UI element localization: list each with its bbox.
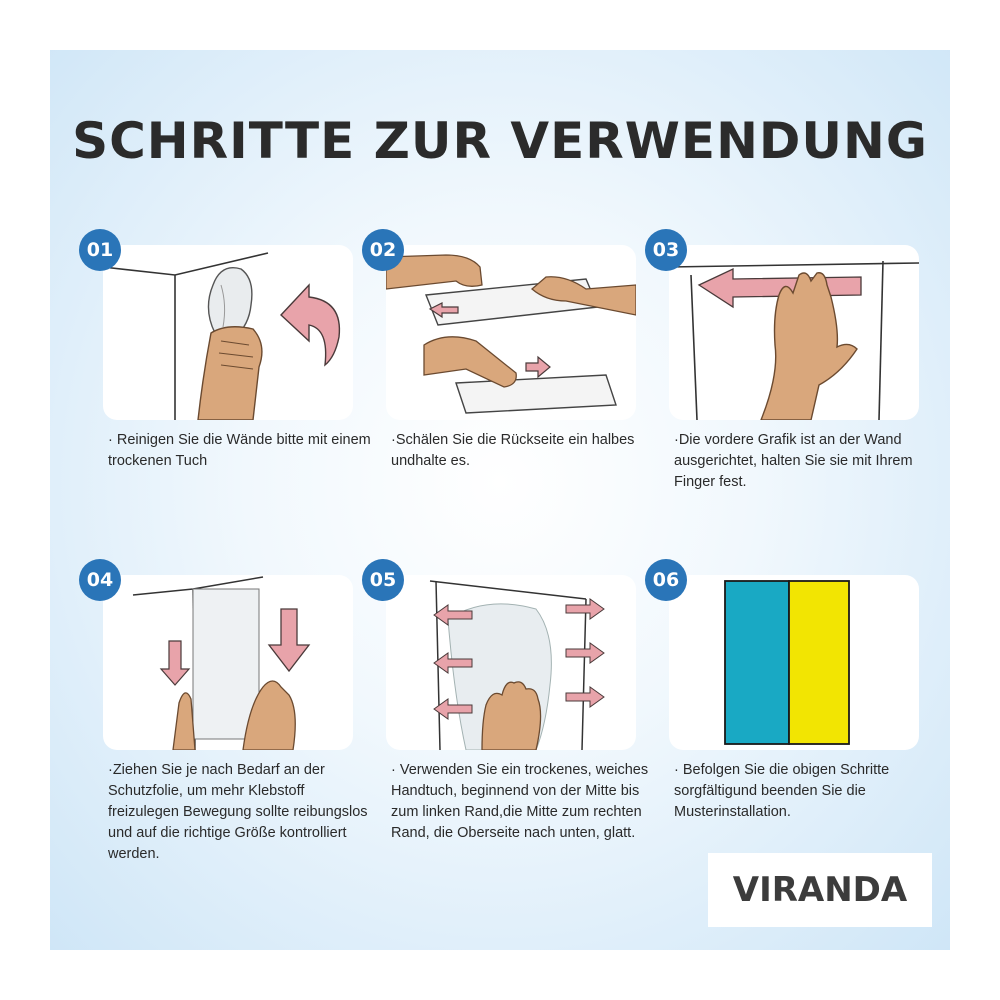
wall-cleaning-illustration: [103, 245, 353, 420]
step-description: ·Die vordere Grafik ist an der Wand ausgerichtet, halten Sie sie mit Ihrem Finger fest.: [674, 432, 913, 490]
page-title: SCHRITTE ZUR VERWENDUNG: [72, 112, 928, 170]
step-illustration-card: [386, 575, 636, 750]
step-description: ·Ziehen Sie je nach Bedarf an der Schutzfolie, um mehr Klebstoff freizulegen Bewegung sollte reibungslos und auf die richtige Größe kontrolliert werden.: [108, 762, 368, 862]
step-description: · Befolgen Sie die obigen Schritte sorgfältigund beenden Sie die Musterinstallation.: [674, 762, 890, 820]
step-number-badge: 05: [362, 559, 404, 601]
step-illustration-card: [669, 575, 919, 750]
down-arrow-icon: [161, 641, 189, 685]
align-graphic-illustration: [669, 245, 919, 420]
remove-film-illustration: [103, 575, 353, 750]
step-description: ·Schälen Sie die Rückseite ein halbes undhalte es.: [391, 432, 635, 469]
step-number-badge: 04: [79, 559, 121, 601]
brand-logo: VIRANDA: [708, 853, 932, 927]
step-illustration-card: [103, 575, 353, 750]
step-number-badge: 01: [79, 229, 121, 271]
instruction-panel: [50, 50, 950, 950]
step-number-badge: 06: [645, 559, 687, 601]
hand-icon: [386, 255, 636, 387]
step-illustration-card: [103, 245, 353, 420]
step-description: · Verwenden Sie ein trockenes, weiches Handtuch, beginnend von der Mitte bis zum linken Rand,die Mitte zum rechten Rand, die Oberseite nach unten, glatt.: [391, 762, 649, 841]
yellow-panel: [789, 581, 849, 744]
curved-arrow-icon: [281, 285, 339, 365]
step-illustration-card: [669, 245, 919, 420]
finished-installation-illustration: [669, 575, 919, 750]
step-description: · Reinigen Sie die Wände bitte mit einem trockenen Tuch: [108, 432, 371, 469]
peel-backing-illustration: [386, 245, 636, 420]
step-illustration-card: [386, 245, 636, 420]
step-number-badge: 02: [362, 229, 404, 271]
teal-panel: [725, 581, 789, 744]
smooth-towel-illustration: [386, 575, 636, 750]
hand-icon: [198, 327, 262, 420]
step-number-badge: 03: [645, 229, 687, 271]
down-arrow-icon: [269, 609, 309, 671]
